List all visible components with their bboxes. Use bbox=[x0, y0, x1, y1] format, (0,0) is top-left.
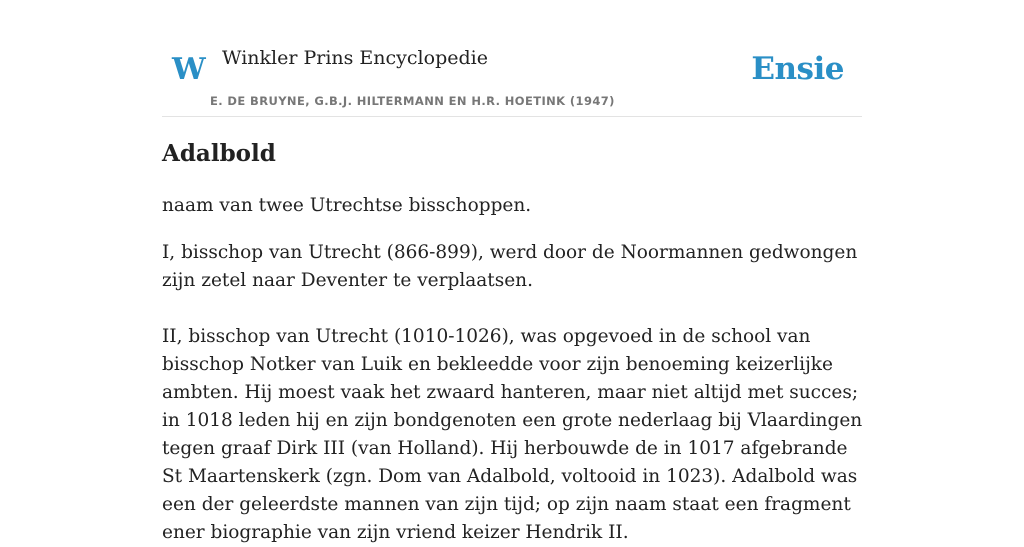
publication-title[interactable]: Winkler Prins Encyclopedie bbox=[222, 47, 488, 69]
article bbox=[162, 138, 864, 547]
winkler-prins-logo[interactable]: W bbox=[172, 52, 206, 87]
article-paragraph-1: I, bisschop van Utrecht (866-899), werd door de Noormannen gedwongen zijn zetel naar Deventer te verplaatsen. bbox=[162, 242, 858, 291]
article-paragraph-2: II, bisschop van Utrecht (1010-1026), was opgevoed in de school van bisschop Notker van Luik en bekleedde voor zijn benoeming keizerlijke ambten. Hij moest vaak het zwaard hanteren, maar niet altijd met succes; in 1018 leden hij en zijn bondgenoten een grote nederlaag bij Vlaardingen tegen graaf Dirk III (van Holland). Hij herbouwde de in 1017 afgebrande St Maartenskerk (zgn. Dom van Adalbold, voltooid in 1023). Adalbold was een der geleerdste mannen van zijn tijd; op zijn naam staat een fragment ener biographie van zijn vriend keizer Hendrik II. bbox=[162, 326, 863, 543]
ensie-brand-logo[interactable]: Ensie bbox=[751, 51, 844, 87]
article-title: Adalbold bbox=[162, 140, 276, 167]
publication-authors: E. DE BRUYNE, G.B.J. HILTERMANN EN H.R. HOETINK (1947) bbox=[210, 94, 615, 108]
site-header bbox=[162, 38, 862, 117]
article-body bbox=[162, 192, 864, 547]
article-intro: naam van twee Utrechtse bisschoppen. bbox=[162, 195, 532, 216]
